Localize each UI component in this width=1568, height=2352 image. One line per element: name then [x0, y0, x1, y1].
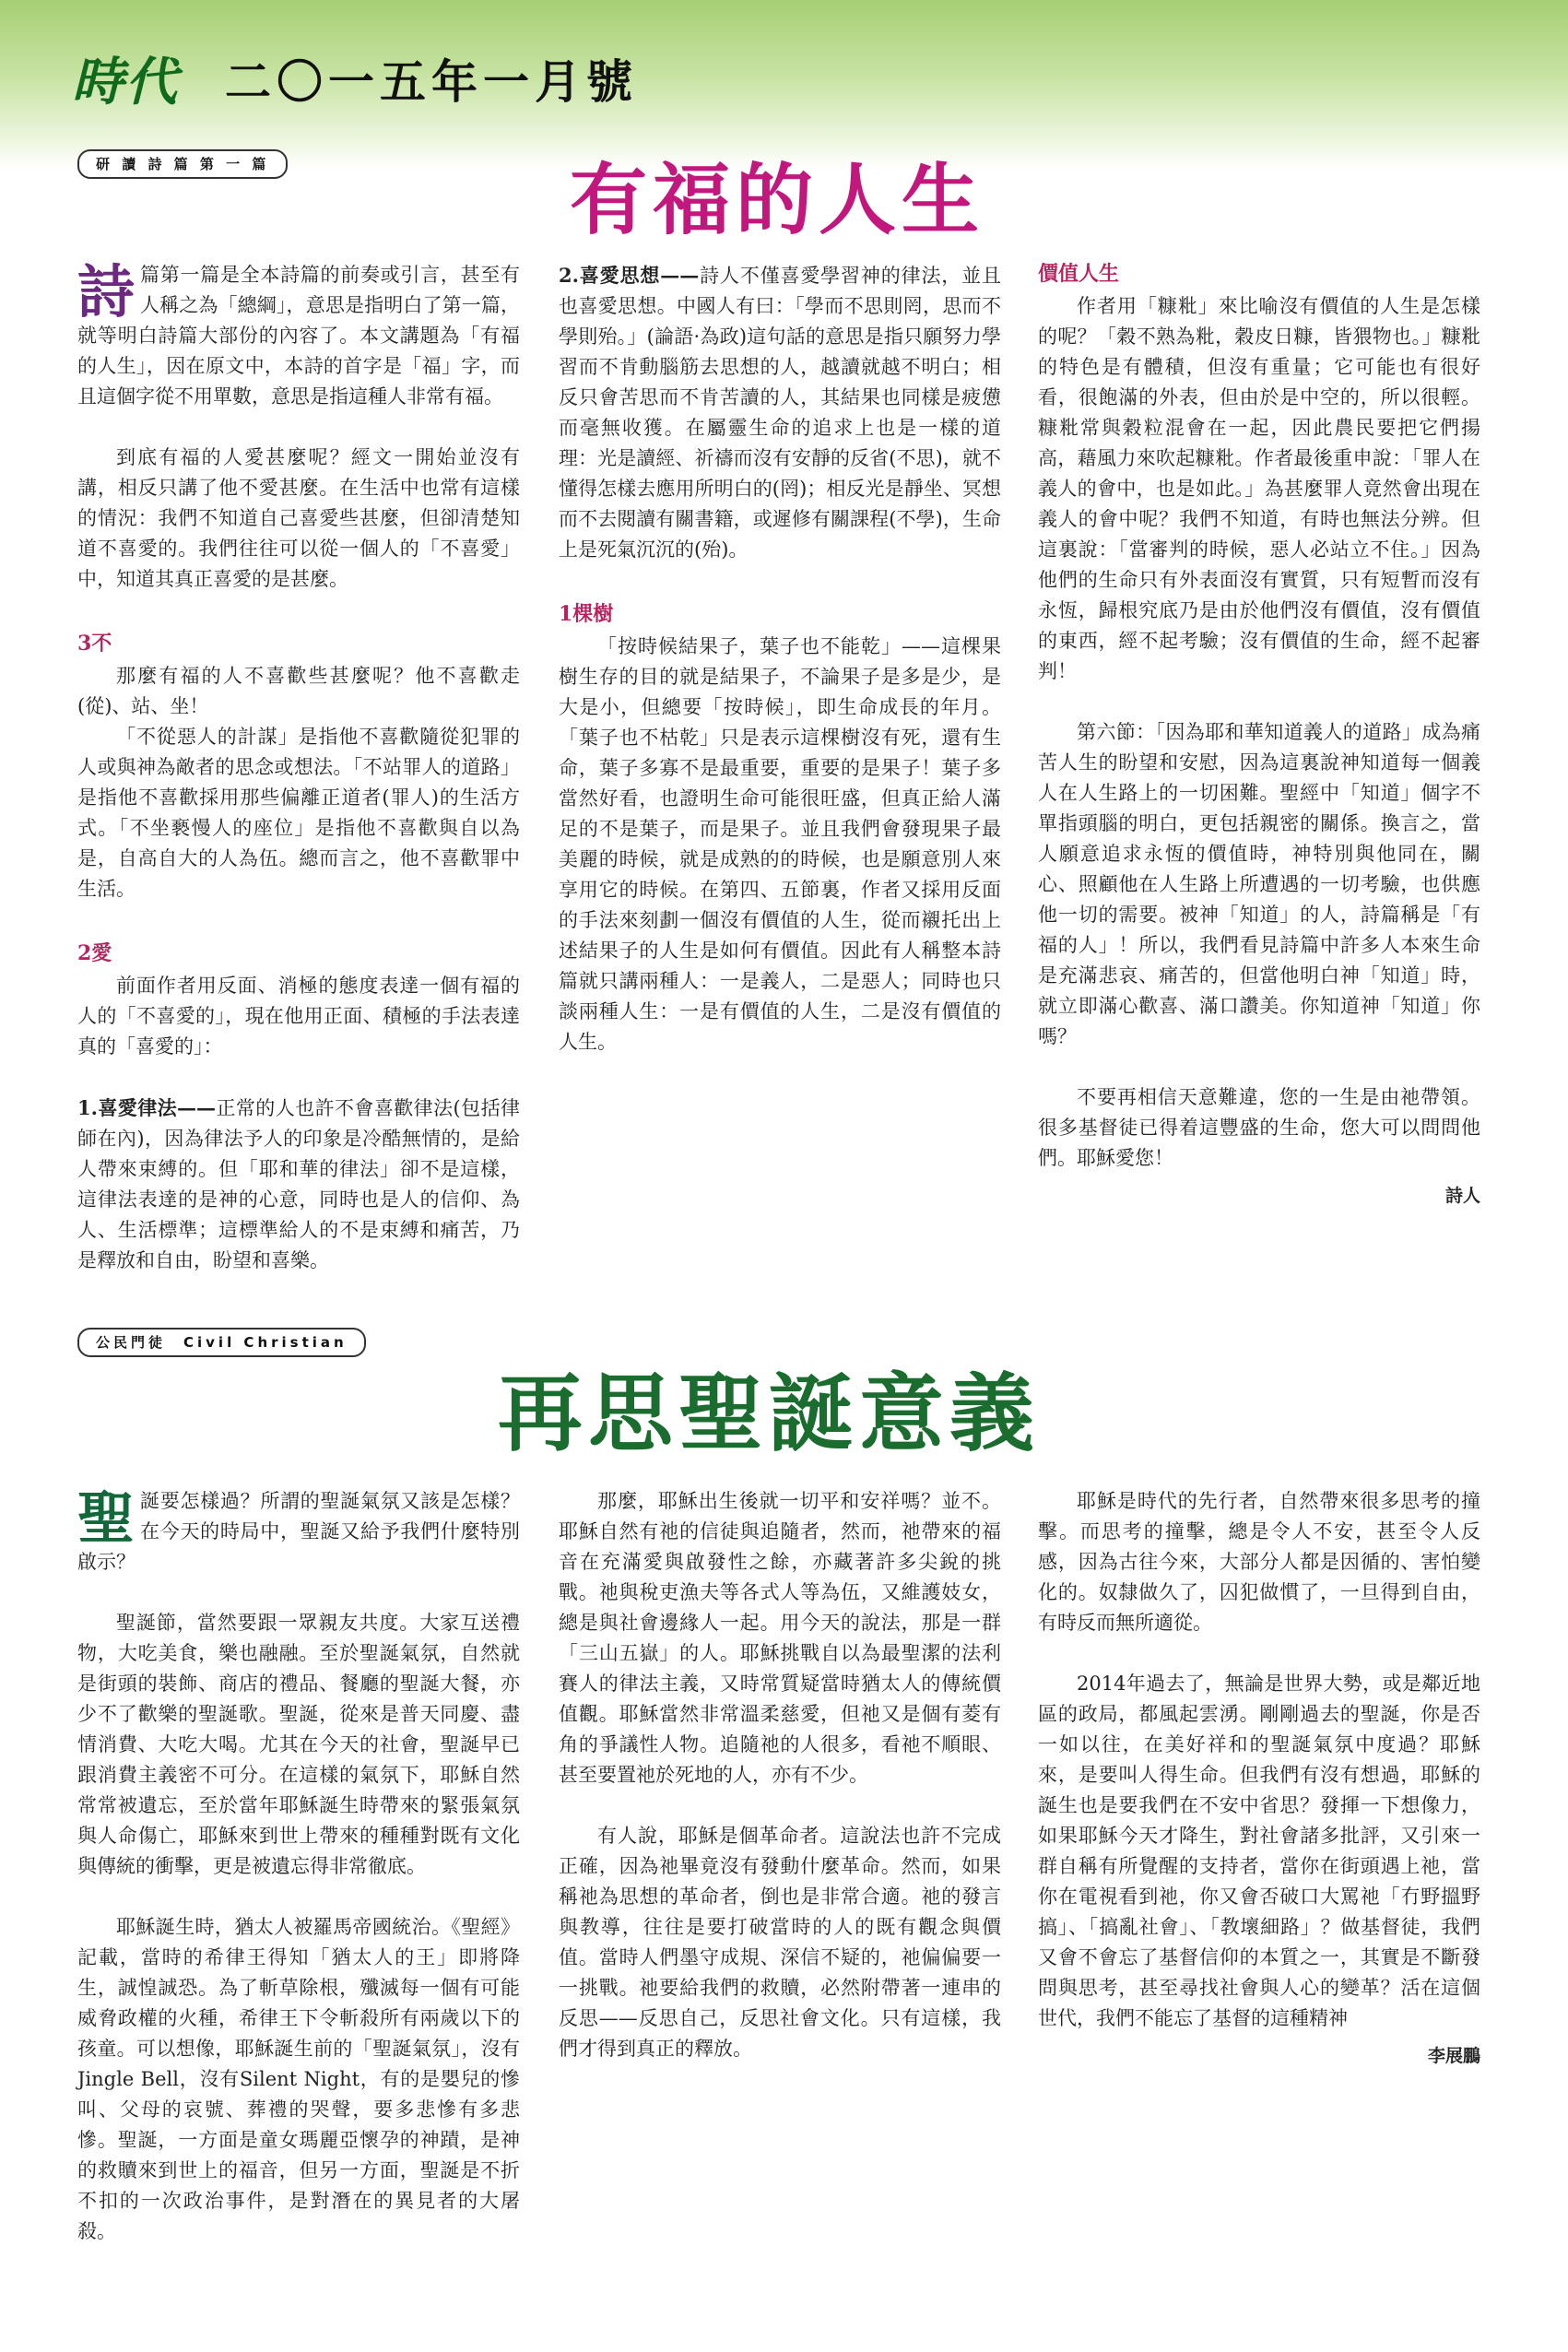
article2-section-tag: 公民門徒 Civil Christian	[77, 1328, 366, 1357]
magazine-brand: 時代	[72, 53, 179, 112]
article2-signature: 李展鵬	[1427, 2046, 1480, 2066]
article2-paragraph: 聖誕節，當然要跟一眾親友共度。大家互送禮物，大吃美食，樂也融融。至於聖誕氣氛，自然就是街頭的裝飾、商店的禮品、餐廳的聖誕大餐，亦少不了歡樂的聖誕歌。聖誕，從來是普天同慶、盡情消費、大吃大喝。尤其在今天的社會，聖誕早已跟消費主義密不可分。在這樣的氣氛下，耶穌自然常常被遺忘，至於當年耶穌誕生時帶來的緊張氣氛與人命傷亡，耶穌來到世上帶來的種種對既有文化與傳統的衝擊，更是被遺忘得非常徹底。	[77, 1612, 520, 1877]
article1-subhead-value: 價值人生	[1038, 262, 1120, 286]
issue-date: 二〇一五年一月號	[225, 55, 638, 109]
article1-paragraph: 前面作者用反面、消極的態度表達一個有福的人的「不喜愛的」，現在他用正面、積極的手法表達真的「喜愛的」：	[77, 975, 520, 1058]
article2-column-1	[77, 1486, 520, 2247]
article1-subhead-3not: 3不	[77, 632, 112, 656]
article1-section-tag: 研 讀 詩 篇 第 一 篇	[77, 149, 288, 179]
article2-paragraph: 那麼，耶穌出生後就一切平和安祥嗎？並不。耶穌自然有祂的信徒與追隨者，然而，祂帶來的福音在充滿愛與啟發性之餘，亦藏著許多尖銳的挑戰。祂與稅吏漁夫等各式人等為伍，又維護妓女，總是與社會邊緣人一起。用今天的說法，那是一群「三山五嶽」的人。耶穌挑戰自以為最聖潔的法利賽人的律法主義，又時常質疑當時猶太人的傳統價值觀。耶穌當然非常溫柔慈愛，但祂又是個有菱有角的爭議性人物。追隨祂的人很多，看祂不順眼、甚至要置祂於死地的人，亦有不少。	[559, 1490, 1001, 1786]
article2-title: 再思聖誕意義	[498, 1365, 1041, 1463]
article2-column-3	[1038, 1486, 1480, 2072]
article1-column-2	[559, 260, 1001, 1058]
article1-intro-text: 篇第一篇是全本詩篇的前奏或引言，甚至有人稱之為「總綱」，意思是指明白了第一篇，就等明白詩篇大部份的內容了。本文講題為「有福的人生」，因在原文中，本詩的首字是「福」字，而且這個字從不用單數，意思是指這種人非常有福。	[77, 264, 520, 408]
article1-paragraph-text: 詩人不僅喜愛學習神的律法，並且也喜愛思想。中國人有曰：「學而不思則罔，思而不學則殆。」(論語·為政)這句話的意思是指只願努力學習而不肯動腦筋去思想的人，越讀就越不明白；相反只會苦思而不肯苦讀的人，其結果也同樣是疲憊而毫無收獲。在屬靈生命的追求上也是一樣的道理：光是讀經、祈禱而沒有安靜的反省(不思)，就不懂得怎樣去應用所明白的(罔)；相反光是靜坐、冥想而不去閱讀有關書籍，或遲修有關課程(不學)，生命上是死氣沉沉的(殆)。	[559, 265, 1001, 561]
article1-paragraph: 「按時候結果子，葉子也不能乾」——這棵果樹生存的目的就是結果子，不論果子是多是少，是大是小，但總要「按時候」，即生命成長的年月。「葉子也不枯乾」只是表示這棵樹沒有死，還有生命，葉子多寡不是最重要，重要的是果子！葉子多當然好看，也證明生命可能很旺盛，但真正給人滿足的不是葉子，而是果子。並且我們會發現果子最美麗的時候，就是成熟的的時候，也是願意別人來享用它的時候。在第四、五節裏，作者又採用反面的手法來刻劃一個沒有價值的人生，從而襯托出上述結果子的人生是如何有價值。因此有人稱整本詩篇就只講兩種人：一是義人，二是惡人；同時也只談兩種人生：一是有價值的人生，二是沒有價值的人生。	[559, 635, 1001, 1053]
article2-intro-text: 誕要怎樣過？所謂的聖誕氣氛又該是怎樣？在今天的時局中，聖誕又給予我們什麼特別啟示？	[77, 1490, 520, 1573]
article1-paragraph-text: 正常的人也許不會喜歡律法(包括律師在內)，因為律法予人的印象是冷酷無情的，是給人帶來束縛的。但「耶和華的律法」卻不是這樣，這律法表達的是神的心意，同時也是人的信仰、為人、生活標準；這標準給人的不是束縛和痛苦，乃是釋放和自由，盼望和喜樂。	[77, 1097, 520, 1271]
article1-lead-1: 1.喜愛律法——	[77, 1096, 217, 1119]
article1-paragraph: 作者用「糠粃」來比喻沒有價值的人生是怎樣的呢？「穀不熟為粃，穀皮日糠，皆猥物也。」糠粃的特色是有體積，但沒有重量；它可能也有很好看，很飽滿的外表，但由於是中空的，所以很輕。糠粃常與穀粒混會在一起，因此農民要把它們揚高，藉風力來吹起糠粃。作者最後重申說：「罪人在義人的會中，也是如此。」為甚麼罪人竟然會出現在義人的會中呢？我們不知道，有時也無法分辨。但這裏說：「當審判的時候，惡人必站立不住。」因為他們的生命只有外表面沒有實質，只有短暫而沒有永恆，歸根究底乃是由於他們沒有價值，沒有價值的東西，經不起考驗；沒有價值的生命，經不起審判！	[1038, 295, 1480, 682]
article1-paragraph	[559, 260, 1001, 565]
article1-paragraph: 「不從惡人的計謀」是指他不喜歡隨從犯罪的人或與神為敵者的思念或想法。「不站罪人的道路」是指他不喜歡採用那些偏離正道者(罪人)的生活方式。「不坐褻慢人的座位」是指他不喜歡與自以為是，自高自大的人為伍。總而言之，他不喜歡罪中生活。	[77, 726, 520, 900]
article1-intro	[77, 260, 520, 412]
article1-title: 有福的人生	[570, 155, 985, 245]
article2-dropcap: 聖	[77, 1484, 136, 1552]
article1-paragraph: 到底有福的人愛甚麼呢？經文一開始並沒有講，相反只講了他不愛甚麼。在生活中也常有這樣的情況：我們不知道自己喜愛些甚麼，但卻清楚知道不喜愛的。我們往往可以從一個人的「不喜愛」中，知道其真正喜愛的是甚麼。	[77, 446, 520, 590]
article2-paragraph: 2014年過去了，無論是世界大勢，或是鄰近地區的政局，都風起雲湧。剛剛過去的聖誕，你是否一如以往，在美好祥和的聖誕氣氛中度過？耶穌來，是要叫人得生命。但我們有沒有想過，耶穌的誕生也是要我們在不安中省思？發揮一下想像力，如果耶穌今天才降生，對社會諸多批評，又引來一群自稱有所覺醒的支持者，當你在街頭遇上祂，當你在電視看到祂，你又會否破口大罵祂「冇野搵野搞」、「搞亂社會」、「教壞細路」？做基督徒，我們又會不會忘了基督信仰的本質之一，其實是不斷發問與思考，甚至尋找社會與人心的變革？活在這個世代，我們不能忘了基督的這種精神	[1038, 1672, 1480, 2029]
article1-paragraph: 第六節：「因為耶和華知道義人的道路」成為痛苦人生的盼望和安慰，因為這裏說神知道每一個義人在人生路上的一切困難。聖經中「知道」個字不單指頭腦的明白，更包括親密的關係。換言之，當人願意追求永恆的價值時，神特別與他同在，關心、照顧他在人生路上所遭遇的一切考驗，也供應他一切的需要。被神「知道」的人，詩篇稱是「有福的人」！所以，我們看見詩篇中許多人本來生命是充滿悲哀、痛苦的，但當他明白神「知道」時，就立即滿心歡喜、滿口讚美。你知道神「知道」你嗎？	[1038, 721, 1480, 1047]
article1-signature: 詩人	[1444, 1186, 1480, 1206]
article1-subhead-2love: 2愛	[77, 941, 112, 965]
article1-column-1	[77, 260, 520, 1276]
article1-subhead-tree: 1棵樹	[559, 602, 614, 626]
article2-paragraph: 耶穌是時代的先行者，自然帶來很多思考的撞擊。而思考的撞擊，總是令人不安，甚至令人反感，因為古往今來，大部分人都是因循的、害怕變化的。奴隸做久了，囚犯做慣了，一旦得到自由，有時反而無所適從。	[1038, 1490, 1480, 1634]
article2-paragraph: 有人說，耶穌是個革命者。這說法也許不完成正確，因為祂畢竟沒有發動什麼革命。然而，如果稱祂為思想的革命者，倒也是非常合適。祂的發言與教導，往往是要打破當時的人的既有觀念與價值。當時人們墨守成規、深信不疑的，祂偏偏要一一挑戰。祂要給我們的救贖，必然附帶著一連串的反思——反思自己，反思社會文化。只有這樣，我們才得到真正的釋放。	[559, 1825, 1001, 2060]
article1-lead-2: 2.喜愛思想——	[559, 264, 700, 287]
article1-paragraph: 那麼有福的人不喜歡些甚麼呢？他不喜歡走(從)、站、坐！	[77, 665, 520, 717]
article2-column-2	[559, 1486, 1001, 2064]
article1-paragraph	[77, 1093, 520, 1276]
masthead	[72, 46, 638, 111]
article1-column-3	[1038, 260, 1480, 1211]
article1-dropcap: 詩	[77, 258, 136, 325]
article2-paragraph: 耶穌誕生時，猶太人被羅馬帝國統治。《聖經》記載，當時的希律王得知「猶太人的王」即將降生，誠惶誠恐。為了斬草除根，殲滅每一個有可能威脅政權的火種，希律王下令斬殺所有兩歲以下的孩童。可以想像，耶穌誕生前的「聖誕氣氛」，沒有Jingle Bell，沒有Silent Night，有的是嬰兒的慘叫、父母的哀號、葬禮的哭聲，要多悲慘有多悲慘。聖誕，一方面是童女瑪麗亞懷孕的神蹟，是神的救贖來到世上的福音，但另一方面，聖誕是不折不扣的一次政治事件，是對潛在的異見者的大屠殺。	[77, 1916, 520, 2242]
article1-paragraph: 不要再相信天意難違，您的一生是由祂帶領。很多基督徒已得着這豐盛的生命，您大可以問問他們。耶穌愛您！	[1038, 1086, 1480, 1169]
article2-intro	[77, 1486, 520, 1578]
